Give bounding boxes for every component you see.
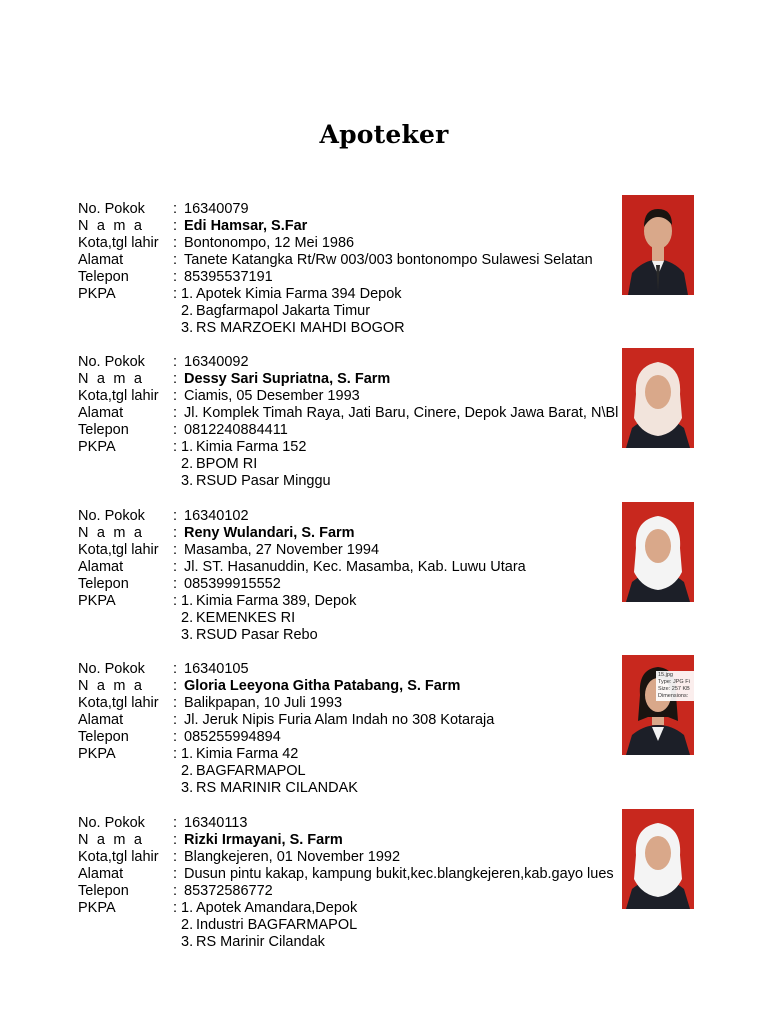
pkpa-label: PKPA (78, 746, 116, 762)
pkpa-item: BAGFARMAPOL (196, 763, 306, 779)
nama-value: Rizki Irmayani, S. Farm (184, 832, 343, 848)
telepon-value: 085399915552 (184, 576, 281, 592)
pkpa-number: 1. (181, 439, 194, 455)
colon: : (173, 252, 178, 268)
pkpa-item: RS MARZOEKI MAHDI BOGOR (196, 320, 405, 336)
pkpa-label: PKPA (78, 286, 116, 302)
telepon-label: Telepon (78, 729, 129, 745)
nama-label: N a m a (78, 678, 145, 694)
pharmacist-photo (622, 502, 694, 602)
colon: : (173, 269, 178, 285)
pkpa-item: RSUD Pasar Rebo (196, 627, 318, 643)
pkpa-number: 3. (181, 780, 194, 796)
telepon-label: Telepon (78, 269, 129, 285)
pkpa-item: Apotek Kimia Farma 394 Depok (196, 286, 402, 302)
pkpa-item: Bagfarmapol Jakarta Timur (196, 303, 371, 319)
pkpa-item: Kimia Farma 152 (196, 439, 307, 455)
pkpa-number: 3. (181, 473, 194, 489)
nama-value: Reny Wulandari, S. Farm (184, 525, 355, 541)
no-pokok-label: No. Pokok (78, 354, 145, 370)
nama-label: N a m a (78, 525, 145, 541)
colon: : (173, 371, 178, 387)
colon: : (173, 746, 178, 762)
pharmacist-entry (78, 661, 698, 811)
colon: : (173, 576, 178, 592)
no-pokok-value: 16340079 (184, 201, 249, 217)
alamat-value: Jl. ST. Hasanuddin, Kec. Masamba, Kab. Luwu Utara (184, 559, 526, 575)
kota-tgl-lahir-label: Kota,tgl lahir (78, 388, 159, 404)
pkpa-number: 3. (181, 627, 194, 643)
alamat-label: Alamat (78, 712, 124, 728)
colon: : (173, 883, 178, 899)
colon: : (173, 712, 178, 728)
colon: : (173, 508, 178, 524)
pkpa-number: 1. (181, 593, 194, 609)
pkpa-number: 2. (181, 610, 194, 626)
page-title: Apoteker (319, 120, 449, 149)
pkpa-number: 2. (181, 456, 194, 472)
file-info-line: 15.jpg (658, 672, 673, 678)
kota-tgl-lahir-value: Ciamis, 05 Desember 1993 (184, 388, 360, 404)
colon: : (173, 593, 178, 609)
pkpa-item: Kimia Farma 42 (196, 746, 299, 762)
colon: : (173, 900, 178, 916)
pkpa-item: Apotek Amandara,Depok (196, 900, 358, 916)
pkpa-item: RS MARINIR CILANDAK (196, 780, 358, 796)
pharmacist-entry (78, 201, 698, 351)
colon: : (173, 542, 178, 558)
pkpa-number: 3. (181, 934, 194, 950)
kota-tgl-lahir-label: Kota,tgl lahir (78, 235, 159, 251)
colon: : (173, 815, 178, 831)
pkpa-number: 2. (181, 763, 194, 779)
colon: : (173, 678, 178, 694)
colon: : (173, 218, 178, 234)
no-pokok-label: No. Pokok (78, 201, 145, 217)
nama-label: N a m a (78, 832, 145, 848)
colon: : (173, 354, 178, 370)
no-pokok-label: No. Pokok (78, 815, 145, 831)
alamat-label: Alamat (78, 866, 124, 882)
alamat-value: Dusun pintu kakap, kampung bukit,kec.blangkejeren,kab.gayo lues (184, 866, 614, 882)
alamat-label: Alamat (78, 252, 124, 268)
colon: : (173, 201, 178, 217)
pkpa-label: PKPA (78, 593, 116, 609)
telepon-value: 85372586772 (184, 883, 273, 899)
colon: : (173, 866, 178, 882)
kota-tgl-lahir-value: Blangkejeren, 01 November 1992 (184, 849, 401, 865)
nama-value: Gloria Leeyona Githa Patabang, S. Farm (184, 678, 461, 694)
colon: : (173, 235, 178, 251)
file-info-line: Size: 257 KB (658, 686, 690, 692)
no-pokok-label: No. Pokok (78, 661, 145, 677)
no-pokok-value: 16340092 (184, 354, 249, 370)
colon: : (173, 695, 178, 711)
telepon-value: 0812240884411 (184, 422, 288, 438)
alamat-value: Jl. Komplek Timah Raya, Jati Baru, Cinere, Depok Jawa Barat, N\Bl (184, 405, 619, 421)
kota-tgl-lahir-label: Kota,tgl lahir (78, 695, 159, 711)
pharmacist-photo (622, 809, 694, 909)
colon: : (173, 286, 178, 302)
pkpa-number: 1. (181, 286, 194, 302)
file-info-tooltip (656, 671, 694, 701)
telepon-value: 85395537191 (184, 269, 273, 285)
nama-label: N a m a (78, 371, 145, 387)
pkpa-number: 1. (181, 746, 194, 762)
pharmacist-photo (622, 655, 694, 755)
no-pokok-value: 16340105 (184, 661, 249, 677)
colon: : (173, 559, 178, 575)
pkpa-item: Kimia Farma 389, Depok (196, 593, 357, 609)
kota-tgl-lahir-label: Kota,tgl lahir (78, 542, 159, 558)
nama-label: N a m a (78, 218, 145, 234)
nama-value: Dessy Sari Supriatna, S. Farm (184, 371, 391, 387)
telepon-label: Telepon (78, 422, 129, 438)
pkpa-item: Industri BAGFARMAPOL (196, 917, 358, 933)
colon: : (173, 849, 178, 865)
pkpa-label: PKPA (78, 900, 116, 916)
pkpa-item: BPOM RI (196, 456, 258, 472)
alamat-label: Alamat (78, 559, 124, 575)
nama-value: Edi Hamsar, S.Far (184, 218, 308, 234)
colon: : (173, 525, 178, 541)
pkpa-number: 2. (181, 303, 194, 319)
pkpa-label: PKPA (78, 439, 116, 455)
colon: : (173, 729, 178, 745)
kota-tgl-lahir-value: Balikpapan, 10 Juli 1993 (184, 695, 343, 711)
telepon-label: Telepon (78, 576, 129, 592)
colon: : (173, 422, 178, 438)
pkpa-number: 3. (181, 320, 194, 336)
telepon-label: Telepon (78, 883, 129, 899)
colon: : (173, 832, 178, 848)
telepon-value: 085255994894 (184, 729, 281, 745)
pkpa-number: 2. (181, 917, 194, 933)
file-info-line: Type: JPG Fi (658, 679, 690, 685)
pharmacist-entry (78, 508, 698, 658)
pkpa-item: RS Marinir Cilandak (196, 934, 325, 950)
pkpa-number: 1. (181, 900, 194, 916)
colon: : (173, 439, 178, 455)
colon: : (173, 405, 178, 421)
file-info-line: Dimensions: (658, 693, 689, 699)
no-pokok-label: No. Pokok (78, 508, 145, 524)
no-pokok-value: 16340113 (184, 815, 248, 831)
alamat-value: Tanete Katangka Rt/Rw 003/003 bontonompo Sulawesi Selatan (184, 252, 593, 268)
pharmacist-photo (622, 195, 694, 295)
pkpa-item: KEMENKES RI (196, 610, 296, 626)
pharmacist-entry (78, 815, 698, 965)
no-pokok-value: 16340102 (184, 508, 249, 524)
pharmacist-entry (78, 354, 698, 504)
pkpa-item: RSUD Pasar Minggu (196, 473, 331, 489)
kota-tgl-lahir-label: Kota,tgl lahir (78, 849, 159, 865)
alamat-label: Alamat (78, 405, 124, 421)
pharmacist-photo (622, 348, 694, 448)
alamat-value: Jl. Jeruk Nipis Furia Alam Indah no 308 Kotaraja (184, 712, 495, 728)
kota-tgl-lahir-value: Masamba, 27 November 1994 (184, 542, 380, 558)
colon: : (173, 661, 178, 677)
colon: : (173, 388, 178, 404)
kota-tgl-lahir-value: Bontonompo, 12 Mei 1986 (184, 235, 355, 251)
